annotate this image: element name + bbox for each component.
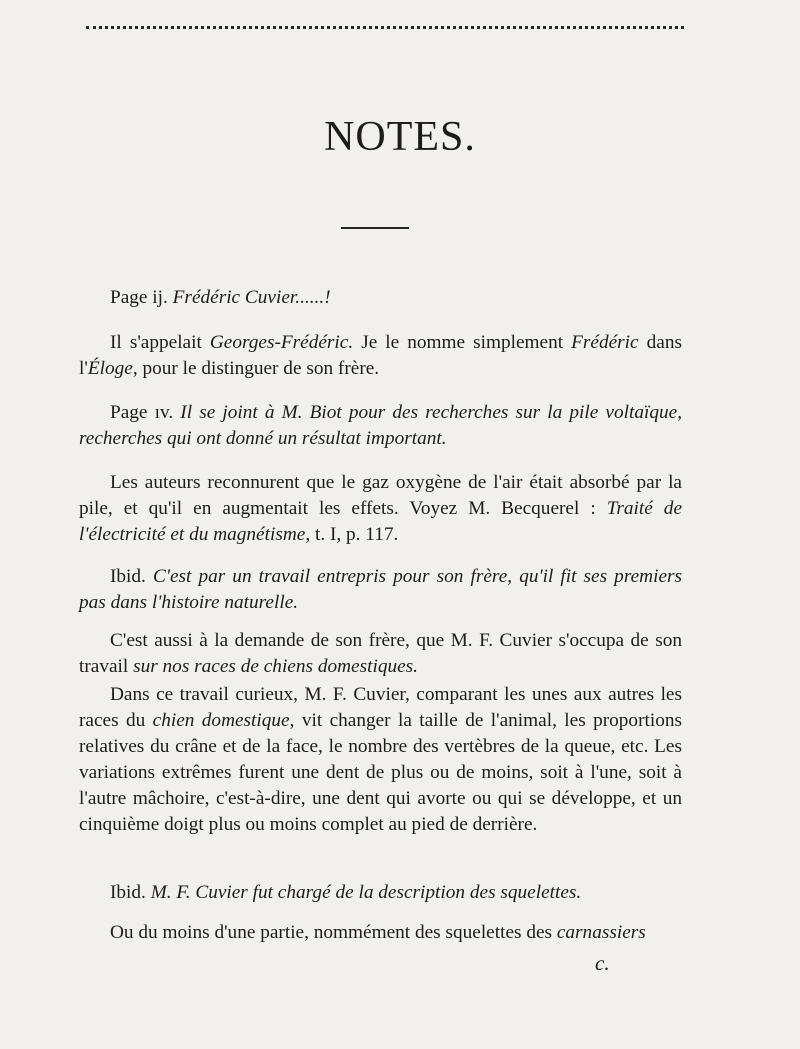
paragraph-travail-curieux	[79, 682, 682, 838]
signature-mark: c.	[595, 951, 610, 975]
text-italic: sur nos races de chiens domestiques.	[133, 656, 418, 677]
text: , t. I, p. 117.	[305, 524, 399, 545]
page-title: NOTES.	[324, 114, 476, 160]
text: , vit changer la taille de l'animal, les proportions relatives du crâne et de la face, le nombre des vertèbres de la queue, etc. Les variations extrêmes furent une dent de plus ou de moins, soit à l'une, soit à l'autre mâchoire, c'est-à-dire, une dent qui avorte ou qui se développe, et un cinquième doigt plus ou moins complet au pied de derrière.	[79, 710, 682, 835]
note-ref: Page ıv.	[110, 402, 181, 423]
paragraph-georges-frederic	[79, 330, 682, 382]
text: dans l'	[79, 332, 682, 379]
header-dotted-rule	[86, 26, 684, 29]
text: Il s'appelait	[110, 332, 210, 353]
text: Je le nomme simplement	[353, 332, 572, 353]
text: C'est aussi à la demande de son frère, que M. F. Cuvier s'occupa de son travail	[79, 630, 682, 677]
paragraph-squelettes	[79, 920, 682, 946]
note-quote: Frédéric Cuvier......!	[172, 287, 331, 308]
note-ibid-2	[79, 880, 682, 906]
text-italic: Georges-Frédéric.	[209, 332, 354, 353]
note-ref: Ibid.	[110, 882, 151, 903]
text-italic: carnassiers	[556, 922, 646, 943]
note-quote: C'est par un travail entrepris pour son frère	[152, 566, 508, 587]
note-ref: Page ij.	[110, 287, 173, 308]
text: , pour le distinguer de son frère.	[132, 358, 380, 379]
note-ibid-1	[79, 564, 682, 616]
note-page-iv	[79, 400, 682, 452]
text-italic: Frédéric	[571, 332, 639, 353]
paragraph-races-chiens	[79, 628, 682, 680]
text-italic: chien domestique	[152, 710, 290, 731]
note-page-ij	[79, 285, 682, 311]
text: Les auteurs reconnurent que le gaz oxygène de l'air était absorbé par la pile, et qu'il en augmentait les effets. Voyez M. Becquerel :	[79, 472, 682, 519]
note-quote: M. F. Cuvier fut chargé de la description des squelettes.	[150, 882, 582, 903]
note-quote: Il se joint à M. Biot pour des recherches sur la pile voltaïque	[180, 402, 678, 423]
text: Ou du moins d'une partie, nommément des squelettes des	[110, 922, 557, 943]
text: ,	[677, 402, 683, 423]
title-rule	[341, 227, 409, 229]
note-quote: recherches qui ont donné un résultat important.	[79, 428, 447, 449]
note-ref: Ibid.	[110, 566, 153, 587]
note-quote: qu'il fit ses premiers pas dans l'histoire naturelle.	[79, 566, 683, 613]
text: Dans ce travail curieux, M. F. Cuvier, comparant les unes aux autres les races du	[79, 684, 682, 731]
text-italic: Éloge	[87, 358, 133, 379]
text: ,	[507, 566, 520, 587]
paragraph-oxygene	[79, 470, 682, 548]
book-title: Traité de l'électricité et du magnétisme	[79, 498, 682, 545]
